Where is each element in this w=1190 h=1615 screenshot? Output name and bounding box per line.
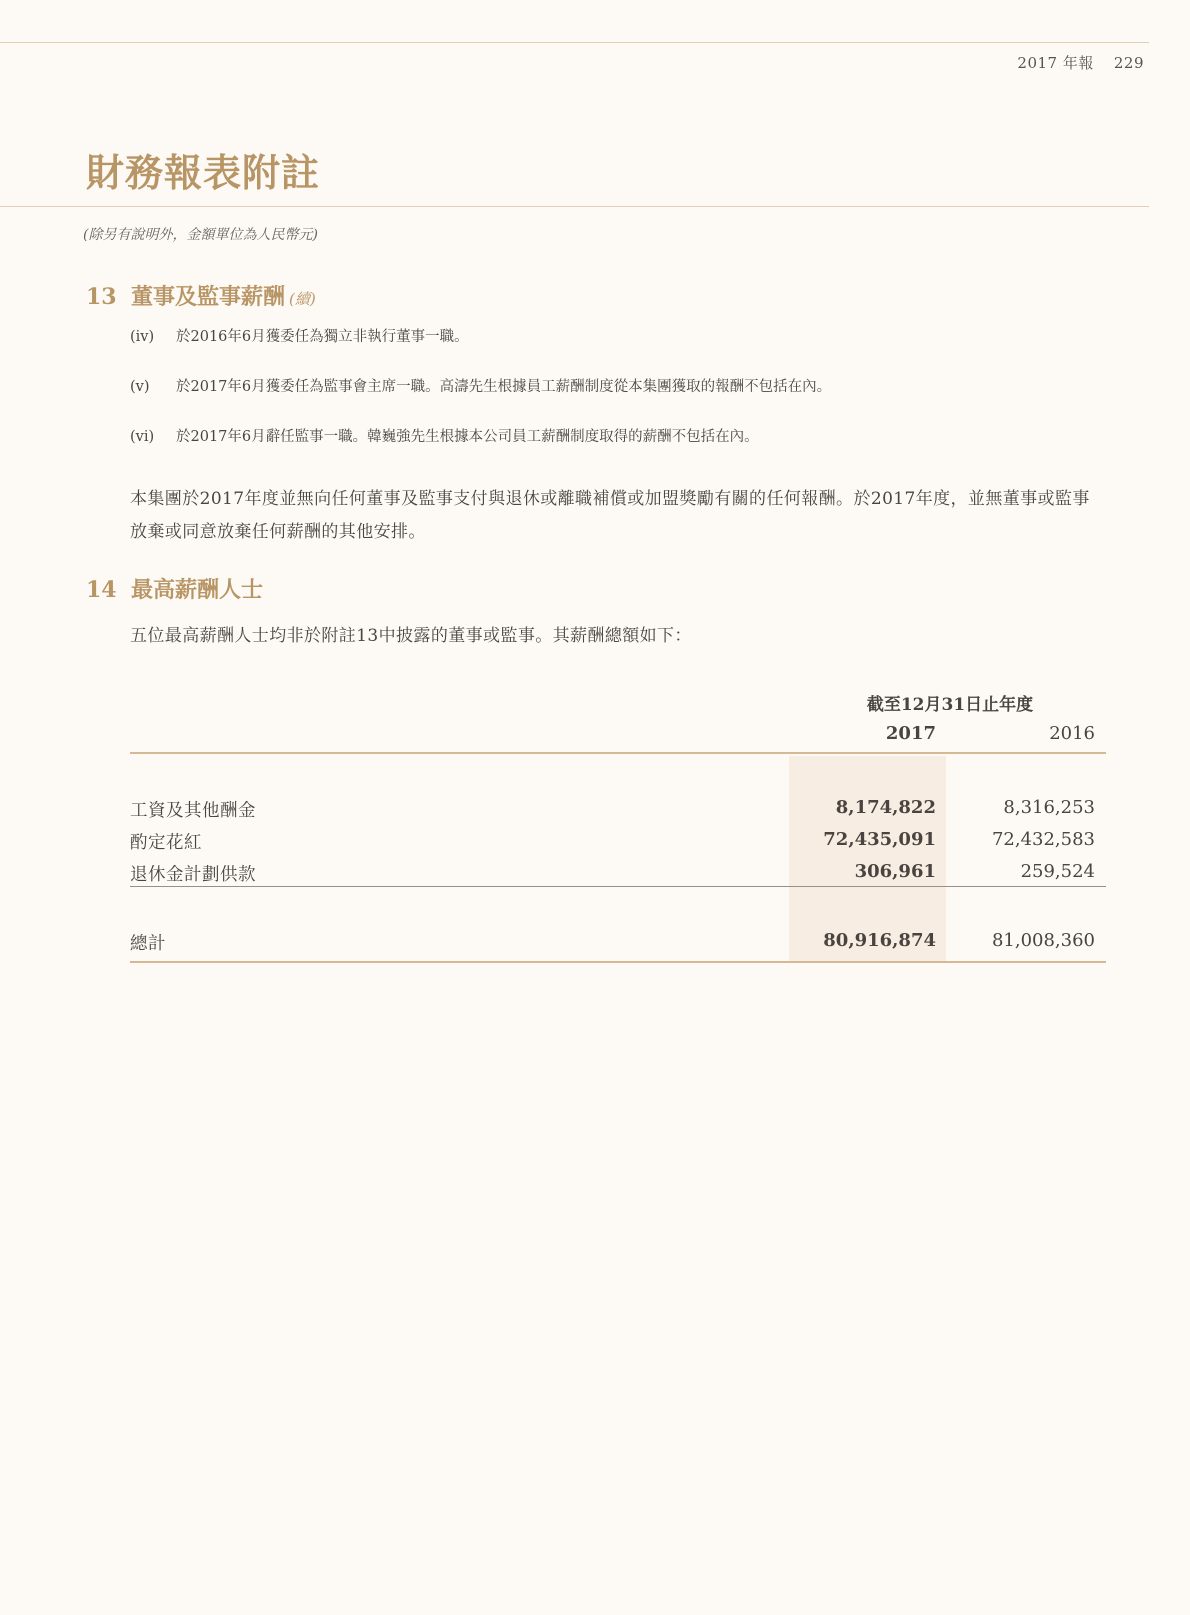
period-header: 截至12月31日止年度: [866, 695, 1034, 715]
continued-mark: (續): [289, 290, 316, 308]
section-14-paragraph: 五位最高薪酬人士均非於附註13中披露的董事或監事。其薪酬總額如下：: [130, 626, 692, 646]
note-marker: (vi): [130, 429, 155, 445]
note-text: 於2016年6月獲委任為獨立非執行董事一職。: [176, 329, 469, 345]
section-13-paragraph: 本集團於2017年度並無向任何董事及監事支付與退休或離職補償或加盟獎勵有關的任何報酬。於2017年度，並無董事或監事放棄或同意放棄任何薪酬的其他安排。: [130, 489, 1090, 542]
section-title: 董事及監事薪酬: [131, 284, 286, 310]
page-title: 財務報表附註: [86, 150, 321, 195]
note-item: [130, 377, 831, 397]
section-14-heading: [86, 575, 263, 605]
unit-note: (除另有說明外，金額單位為人民幣元): [83, 227, 318, 243]
note-item: [130, 427, 759, 447]
table-header-rule: [130, 752, 1106, 754]
table-cell-previous: 72,432,583: [991, 829, 1095, 850]
table-row-label: 工資及其他酬金: [130, 801, 256, 821]
title-rule: [0, 206, 1149, 207]
year-header-current: 2017: [885, 723, 936, 744]
running-header: [1017, 52, 1144, 73]
section-title: 最高薪酬人士: [131, 577, 264, 603]
table-cell-current: 306,961: [854, 861, 936, 882]
year-header-previous: 2016: [1049, 723, 1095, 744]
header-rule: [0, 42, 1149, 43]
total-label: 總計: [130, 934, 166, 954]
subtotal-rule: [130, 886, 1106, 887]
table-cell-current: 8,174,822: [835, 797, 936, 818]
table-row-label: 酌定花紅: [130, 833, 202, 853]
report-title: 2017 年報: [1017, 54, 1094, 72]
table-cell-previous: 8,316,253: [1003, 797, 1095, 818]
table-cell-current: 72,435,091: [823, 829, 936, 850]
total-current: 80,916,874: [823, 930, 936, 951]
total-previous: 81,008,360: [991, 930, 1095, 951]
section-number: 13: [86, 284, 117, 310]
table-cell-previous: 259,524: [1020, 861, 1095, 882]
note-text: 於2017年6月辭任監事一職。韓巍強先生根據本公司員工薪酬制度取得的薪酬不包括在內。: [176, 429, 759, 445]
note-text: 於2017年6月獲委任為監事會主席一職。高濤先生根據員工薪酬制度從本集團獲取的報酬不包括在內。: [176, 379, 832, 395]
page-number: 229: [1113, 54, 1144, 72]
section-13-heading: [86, 282, 316, 314]
table-row-label: 退休金計劃供款: [130, 865, 256, 885]
table-bottom-rule: [130, 961, 1106, 963]
note-marker: (v): [130, 379, 150, 395]
section-number: 14: [86, 577, 117, 603]
note-item: [130, 327, 469, 347]
note-marker: (iv): [130, 329, 155, 345]
